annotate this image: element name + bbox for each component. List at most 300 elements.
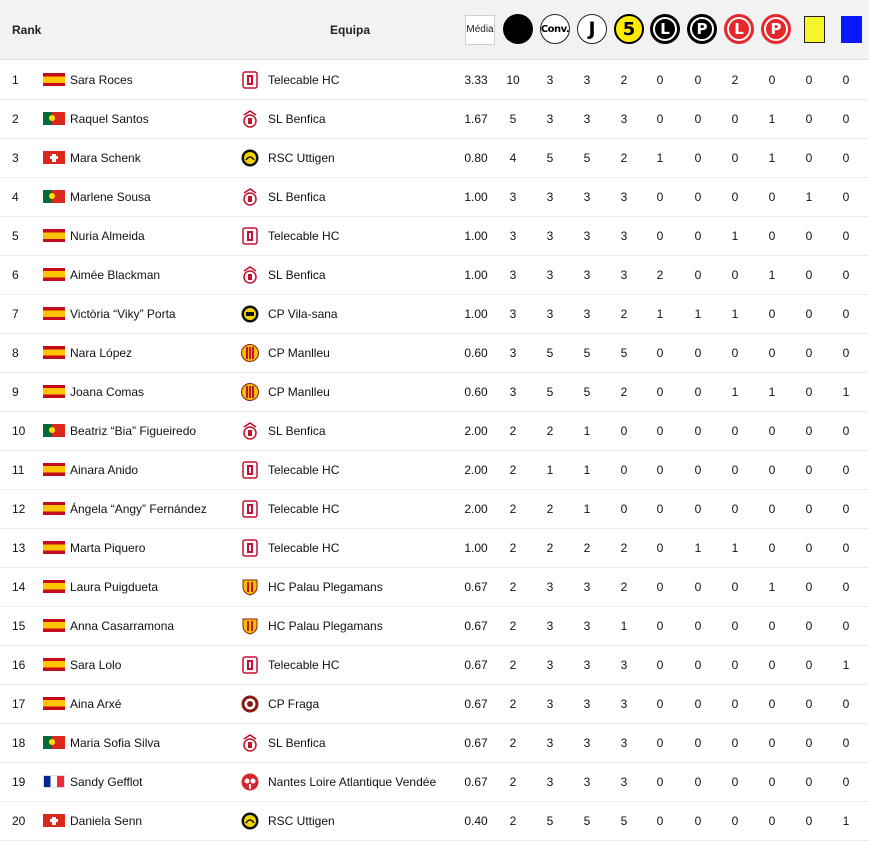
media-cell: 1.67 [464, 111, 488, 126]
stat-cell: 0 [656, 384, 664, 399]
p-red-letter: P [764, 17, 788, 41]
stat-cell: 0 [768, 228, 776, 243]
flag-icon [43, 528, 65, 567]
stat-cell: 0 [842, 579, 850, 594]
stat-cell: 0 [842, 618, 850, 633]
stat-cell: 0 [805, 618, 813, 633]
flag-icon [43, 606, 65, 645]
team-logo-icon [240, 99, 260, 138]
stat-cell: 1 [768, 579, 776, 594]
rank-cell: 2 [12, 111, 19, 126]
stat-cell: 2 [509, 579, 517, 594]
stat-cell: 1 [731, 540, 739, 555]
rank-cell: 12 [12, 501, 26, 516]
flag-icon [43, 450, 65, 489]
stat-cell: 1 [768, 111, 776, 126]
media-cell: 0.67 [464, 696, 488, 711]
stat-cell: 1 [583, 501, 591, 516]
player-name[interactable]: Sara Lolo [70, 657, 122, 672]
l-red-column-header[interactable] [724, 14, 754, 44]
flag-icon [43, 99, 65, 138]
stat-cell: 0 [731, 657, 739, 672]
stat-cell: 2 [509, 813, 517, 828]
team-logo-icon [240, 255, 260, 294]
media-cell: 0.80 [464, 150, 488, 165]
stat-cell: 1 [731, 306, 739, 321]
table-row[interactable] [0, 684, 869, 724]
stat-cell: 2 [620, 72, 628, 87]
stat-cell: 1 [768, 384, 776, 399]
player-name[interactable]: Marlene Sousa [70, 189, 151, 204]
team-logo-icon [240, 294, 260, 333]
team-name[interactable]: SL Benfica [268, 111, 326, 126]
table-row[interactable] [0, 333, 869, 373]
player-name[interactable]: Sara Roces [70, 72, 133, 87]
stat-cell: 3 [546, 189, 554, 204]
stat-cell: 1 [620, 618, 628, 633]
flag-es-icon [43, 268, 65, 281]
stat-cell: 0 [656, 657, 664, 672]
player-name[interactable]: Nuria Almeida [70, 228, 145, 243]
stat-cell: 2 [620, 384, 628, 399]
stat-cell: 0 [656, 345, 664, 360]
stat-cell: 0 [731, 696, 739, 711]
team-name[interactable]: SL Benfica [268, 735, 326, 750]
player-name[interactable]: Marta Piquero [70, 540, 146, 555]
l-black-letter: L [653, 17, 677, 41]
player-name[interactable]: Beatriz “Bia” Figueiredo [70, 423, 197, 438]
team-logo-icon [240, 762, 260, 801]
stat-cell: 2 [546, 540, 554, 555]
stat-cell: 0 [842, 774, 850, 789]
l-black-icon [650, 14, 680, 44]
rank-cell: 11 [12, 462, 25, 477]
yellow-card-icon [804, 16, 825, 43]
stat-cell: 3 [546, 735, 554, 750]
l-red-icon [724, 14, 754, 44]
stat-cell: 0 [842, 501, 850, 516]
team-logo-icon [240, 528, 260, 567]
flag-icon [43, 411, 65, 450]
player-name[interactable]: Sandy Gefflot [70, 774, 143, 789]
team-logo-icon [240, 723, 260, 762]
flag-es-icon [43, 619, 65, 632]
table-row[interactable] [0, 801, 869, 841]
team-name[interactable]: Telecable HC [268, 501, 340, 516]
stat-cell: 0 [731, 735, 739, 750]
table-row[interactable] [0, 372, 869, 412]
player-name[interactable]: Mara Schenk [70, 150, 141, 165]
stat-cell: 3 [620, 774, 628, 789]
rank-cell: 19 [12, 774, 26, 789]
table-row[interactable] [0, 606, 869, 646]
stat-cell: 0 [694, 423, 702, 438]
team-logo-icon [240, 684, 260, 723]
five-icon: 5 [614, 14, 644, 44]
stat-cell: 1 [731, 228, 739, 243]
j-column-header[interactable] [577, 14, 607, 44]
media-cell: 1.00 [464, 540, 488, 555]
flag-es-icon [43, 346, 65, 359]
table-row[interactable] [0, 60, 869, 100]
stat-cell: 0 [694, 111, 702, 126]
table-row[interactable] [0, 489, 869, 529]
stat-cell: 0 [694, 774, 702, 789]
stat-cell: 0 [842, 462, 850, 477]
stat-cell: 3 [509, 306, 517, 321]
table-row[interactable] [0, 762, 869, 802]
stat-cell: 0 [768, 423, 776, 438]
stat-cell: 0 [694, 813, 702, 828]
stat-cell: 0 [731, 774, 739, 789]
stat-cell: 1 [583, 462, 591, 477]
stat-cell: 2 [620, 540, 628, 555]
stat-cell: 0 [805, 774, 813, 789]
stat-cell: 2 [546, 501, 554, 516]
stat-cell: 2 [731, 72, 739, 87]
stat-cell: 3 [509, 345, 517, 360]
stat-cell: 2 [509, 696, 517, 711]
stat-cell: 0 [768, 618, 776, 633]
stat-cell: 0 [620, 501, 628, 516]
stat-cell: 0 [805, 345, 813, 360]
flag-icon [43, 294, 65, 333]
team-name[interactable]: CP Vila-sana [268, 306, 338, 321]
p-black-column-header[interactable] [687, 14, 717, 44]
p-red-icon [761, 14, 791, 44]
flag-pt-icon [43, 190, 65, 203]
media-cell: 0.67 [464, 657, 488, 672]
table-row[interactable] [0, 645, 869, 685]
stat-cell: 0 [842, 228, 850, 243]
stat-cell: 3 [546, 774, 554, 789]
stat-cell: 5 [546, 345, 554, 360]
stat-cell: 0 [620, 423, 628, 438]
stat-cell: 0 [805, 72, 813, 87]
flag-es-icon [43, 658, 65, 671]
p-black-letter: P [690, 17, 714, 41]
yellow-card-column-header[interactable] [799, 14, 829, 44]
team-logo-icon [240, 216, 260, 255]
stat-cell: 0 [805, 423, 813, 438]
team-header[interactable]: Equipa [329, 22, 370, 37]
table-row[interactable] [0, 528, 869, 568]
stat-cell: 1 [842, 657, 850, 672]
team-logo-icon [240, 489, 260, 528]
rank-cell: 14 [12, 579, 26, 594]
flag-icon [43, 372, 65, 411]
stat-cell: 0 [656, 111, 664, 126]
stat-cell: 0 [694, 267, 702, 282]
flag-icon [43, 255, 65, 294]
j-icon: J [577, 14, 607, 44]
team-logo-icon [240, 606, 260, 645]
stat-cell: 0 [842, 306, 850, 321]
table-header [0, 0, 869, 60]
table-row[interactable] [0, 138, 869, 178]
team-name[interactable]: Telecable HC [268, 228, 340, 243]
flag-icon [43, 333, 65, 372]
table-row[interactable] [0, 99, 869, 139]
stat-cell: 0 [656, 189, 664, 204]
flag-es-icon [43, 385, 65, 398]
team-name[interactable]: RSC Uttigen [268, 813, 335, 828]
flag-pt-icon [43, 424, 65, 437]
table-row[interactable] [0, 723, 869, 763]
stat-cell: 0 [805, 696, 813, 711]
stat-cell: 3 [546, 267, 554, 282]
stat-cell: 0 [768, 189, 776, 204]
stat-cell: 5 [509, 111, 517, 126]
stat-cell: 0 [842, 735, 850, 750]
stat-cell: 0 [694, 579, 702, 594]
stat-cell: 0 [694, 618, 702, 633]
stat-cell: 0 [656, 579, 664, 594]
team-name[interactable]: SL Benfica [268, 423, 326, 438]
stat-cell: 3 [583, 618, 591, 633]
table-row[interactable] [0, 411, 869, 451]
rank-cell: 6 [12, 267, 19, 282]
media-cell: 0.67 [464, 774, 488, 789]
rank-cell: 10 [12, 423, 26, 438]
player-name[interactable]: Victòria “Viky” Porta [70, 306, 176, 321]
stat-cell: 3 [583, 579, 591, 594]
stat-cell: 3 [583, 657, 591, 672]
flag-ch-icon [43, 151, 65, 164]
goals-column-header[interactable] [503, 14, 533, 44]
stat-cell: 0 [768, 72, 776, 87]
team-name[interactable]: CP Manlleu [268, 345, 330, 360]
team-name[interactable]: Telecable HC [268, 462, 340, 477]
stat-cell: 0 [656, 462, 664, 477]
team-logo-icon [240, 567, 260, 606]
stat-cell: 0 [805, 267, 813, 282]
media-cell: 3.33 [464, 72, 488, 87]
stat-cell: 2 [656, 267, 664, 282]
stat-cell: 0 [842, 423, 850, 438]
media-cell: 2.00 [464, 462, 488, 477]
stat-cell: 4 [509, 150, 517, 165]
table-row[interactable] [0, 177, 869, 217]
team-name[interactable]: RSC Uttigen [268, 150, 335, 165]
stat-cell: 3 [620, 696, 628, 711]
stat-cell: 1 [731, 384, 739, 399]
player-name[interactable]: Aimée Blackman [70, 267, 161, 282]
team-name[interactable]: HC Palau Plegamans [268, 579, 383, 594]
stat-cell: 5 [546, 384, 554, 399]
stat-cell: 0 [694, 696, 702, 711]
rank-cell: 8 [12, 345, 19, 360]
flag-pt-icon [43, 736, 65, 749]
stat-cell: 0 [694, 501, 702, 516]
media-cell: 0.40 [464, 813, 488, 828]
rank-cell: 5 [12, 228, 19, 243]
rank-cell: 13 [12, 540, 26, 555]
stat-cell: 2 [583, 540, 591, 555]
stat-cell: 2 [546, 423, 554, 438]
team-name[interactable]: SL Benfica [268, 267, 326, 282]
media-cell: 0.67 [464, 579, 488, 594]
team-name[interactable]: Telecable HC [268, 540, 340, 555]
stat-cell: 1 [656, 306, 664, 321]
stat-cell: 0 [656, 735, 664, 750]
flag-icon [43, 684, 65, 723]
team-name[interactable]: Telecable HC [268, 657, 340, 672]
media-header-label: Média [465, 15, 495, 45]
stat-cell: 3 [546, 657, 554, 672]
team-logo-icon [240, 60, 260, 99]
player-name[interactable]: Laura Puigdueta [70, 579, 159, 594]
rank-cell: 20 [12, 813, 26, 828]
stat-cell: 0 [805, 111, 813, 126]
stat-cell: 1 [805, 189, 813, 204]
stat-cell: 5 [583, 345, 591, 360]
stat-cell: 0 [768, 501, 776, 516]
rank-cell: 9 [12, 384, 19, 399]
stat-cell: 3 [546, 228, 554, 243]
stat-cell: 3 [583, 189, 591, 204]
team-name[interactable]: HC Palau Plegamans [268, 618, 383, 633]
flag-icon [43, 762, 65, 801]
player-name[interactable]: Nara López [70, 345, 133, 360]
team-logo-icon [240, 372, 260, 411]
media-cell: 1.00 [464, 189, 488, 204]
player-name[interactable]: Ainara Anido [70, 462, 139, 477]
l-black-column-header[interactable] [650, 14, 680, 44]
conv-icon: Conv. [540, 14, 570, 44]
team-name[interactable]: CP Manlleu [268, 384, 330, 399]
media-cell: 0.67 [464, 735, 488, 750]
stat-cell: 0 [694, 657, 702, 672]
rank-cell: 4 [12, 189, 19, 204]
stat-cell: 0 [656, 423, 664, 438]
media-cell: 1.00 [464, 228, 488, 243]
team-logo-icon [240, 645, 260, 684]
table-row[interactable] [0, 450, 869, 490]
team-name[interactable]: CP Fraga [268, 696, 320, 711]
media-cell: 1.00 [464, 306, 488, 321]
stat-cell: 0 [842, 696, 850, 711]
stat-cell: 5 [620, 345, 628, 360]
media-cell: 0.60 [464, 384, 488, 399]
stat-cell: 5 [620, 813, 628, 828]
stat-cell: 3 [546, 579, 554, 594]
stat-cell: 5 [583, 384, 591, 399]
stat-cell: 1 [546, 462, 554, 477]
stat-cell: 1 [694, 306, 702, 321]
stat-cell: 0 [805, 306, 813, 321]
stat-cell: 0 [805, 579, 813, 594]
stat-cell: 3 [509, 267, 517, 282]
stat-cell: 0 [731, 345, 739, 360]
media-cell: 0.60 [464, 345, 488, 360]
flag-es-icon [43, 697, 65, 710]
five-column-header[interactable] [614, 14, 644, 44]
stat-cell: 0 [656, 774, 664, 789]
player-name[interactable]: Maria Sofia Silva [70, 735, 161, 750]
player-name[interactable]: Daniela Senn [70, 813, 143, 828]
stat-cell: 3 [583, 306, 591, 321]
flag-es-icon [43, 229, 65, 242]
stat-cell: 0 [805, 540, 813, 555]
team-name[interactable]: SL Benfica [268, 189, 326, 204]
stat-cell: 1 [842, 813, 850, 828]
stat-cell: 3 [583, 774, 591, 789]
player-name[interactable]: Aina Arxé [70, 696, 122, 711]
player-name[interactable]: Ángela “Angy” Fernández [70, 501, 207, 516]
flag-ch-icon [43, 814, 65, 827]
media-header[interactable] [465, 0, 495, 59]
stat-cell: 2 [509, 735, 517, 750]
stat-cell: 0 [805, 813, 813, 828]
flag-es-icon [43, 541, 65, 554]
flag-es-icon [43, 463, 65, 476]
flag-es-icon [43, 580, 65, 593]
stat-cell: 2 [620, 306, 628, 321]
stat-cell: 0 [731, 462, 739, 477]
flag-icon [43, 489, 65, 528]
stat-cell: 5 [546, 150, 554, 165]
stat-cell: 0 [805, 735, 813, 750]
flag-icon [43, 567, 65, 606]
stat-cell: 0 [694, 345, 702, 360]
conv-column-header[interactable] [540, 14, 570, 44]
team-name[interactable]: Nantes Loire Atlantique Vendée [268, 774, 437, 789]
player-name[interactable]: Raquel Santos [70, 111, 149, 126]
stat-cell: 0 [768, 462, 776, 477]
stat-cell: 0 [768, 540, 776, 555]
stat-cell: 0 [694, 384, 702, 399]
media-cell: 2.00 [464, 423, 488, 438]
stat-cell: 1 [768, 267, 776, 282]
stat-cell: 0 [768, 345, 776, 360]
stat-cell: 0 [731, 423, 739, 438]
stat-cell: 3 [620, 111, 628, 126]
stat-cell: 0 [656, 540, 664, 555]
media-cell: 1.00 [464, 267, 488, 282]
flag-es-icon [43, 73, 65, 86]
stat-cell: 10 [506, 72, 520, 87]
stat-cell: 3 [620, 735, 628, 750]
stat-cell: 0 [656, 618, 664, 633]
stat-cell: 0 [694, 462, 702, 477]
team-name[interactable]: Telecable HC [268, 72, 340, 87]
table-row[interactable] [0, 216, 869, 256]
stat-cell: 0 [656, 696, 664, 711]
stat-cell: 0 [768, 774, 776, 789]
stat-cell: 2 [509, 423, 517, 438]
stat-cell: 0 [731, 111, 739, 126]
stat-cell: 0 [731, 501, 739, 516]
stat-cell: 2 [509, 774, 517, 789]
table-row[interactable] [0, 567, 869, 607]
stat-cell: 2 [620, 579, 628, 594]
stat-cell: 0 [656, 813, 664, 828]
player-name[interactable]: Joana Comas [70, 384, 145, 399]
stat-cell: 0 [731, 150, 739, 165]
table-row[interactable] [0, 255, 869, 295]
blue-card-column-header[interactable] [836, 14, 866, 44]
stat-cell: 0 [805, 462, 813, 477]
stat-cell: 1 [768, 150, 776, 165]
flag-pt-icon [43, 112, 65, 125]
player-name[interactable]: Anna Casarramona [70, 618, 175, 633]
stat-cell: 3 [620, 228, 628, 243]
p-red-column-header[interactable] [761, 14, 791, 44]
rank-header[interactable]: Rank [12, 22, 42, 37]
team-logo-icon [240, 138, 260, 177]
table-row[interactable] [0, 294, 869, 334]
